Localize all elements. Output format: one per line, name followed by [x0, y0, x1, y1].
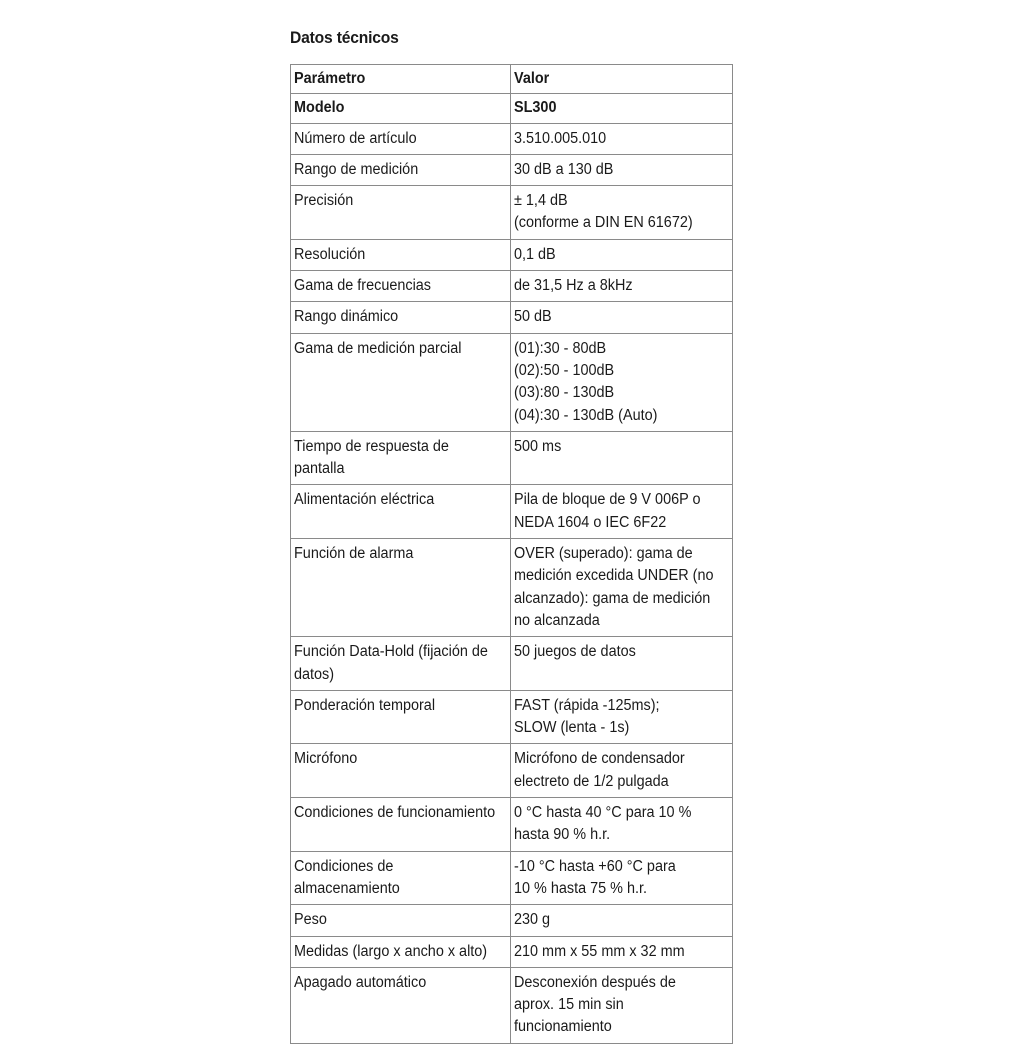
- model-label: Modelo: [291, 94, 511, 123]
- model-value: SL300: [511, 94, 733, 123]
- value-cell: 230 g: [511, 905, 733, 936]
- value-cell: de 31,5 Hz a 8kHz: [511, 271, 733, 302]
- value-cell: ± 1,4 dB (conforme a DIN EN 61672): [511, 186, 733, 240]
- table-row: [291, 271, 733, 302]
- value-cell: Desconexión después de aprox. 15 min sin funcionamiento: [511, 967, 733, 1043]
- table-row: [291, 431, 733, 485]
- value-cell: 0 °C hasta 40 °C para 10 % hasta 90 % h.r.: [511, 798, 733, 852]
- parameter-cell: Rango de medición: [291, 154, 511, 185]
- value-cell: -10 °C hasta +60 °C para 10 % hasta 75 % h.r.: [511, 851, 733, 905]
- table-row: [291, 302, 733, 333]
- parameter-cell: Tiempo de respuesta de pantalla: [291, 431, 511, 485]
- value-cell: Micrófono de condensador electreto de 1/2 pulgada: [511, 744, 733, 798]
- table-row: [291, 485, 733, 539]
- model-row: [291, 94, 733, 123]
- parameter-cell: Rango dinámico: [291, 302, 511, 333]
- value-cell: 50 juegos de datos: [511, 637, 733, 691]
- value-cell: Pila de bloque de 9 V 006P o NEDA 1604 o IEC 6F22: [511, 485, 733, 539]
- value-cell: OVER (superado): gama de medición excedida UNDER (no alcanzado): gama de medición no alcanzada: [511, 539, 733, 637]
- table-header-row: [291, 65, 733, 94]
- parameter-cell: Gama de medición parcial: [291, 333, 511, 431]
- parameter-cell: Gama de frecuencias: [291, 271, 511, 302]
- header-parameter: Parámetro: [291, 65, 511, 94]
- spec-table-body: [291, 65, 733, 1044]
- table-row: [291, 967, 733, 1043]
- table-row: [291, 798, 733, 852]
- table-row: [291, 239, 733, 270]
- value-cell: 30 dB a 130 dB: [511, 154, 733, 185]
- value-cell: 210 mm x 55 mm x 32 mm: [511, 936, 733, 967]
- table-row: [291, 851, 733, 905]
- spec-table: [290, 64, 733, 1044]
- table-row: [291, 539, 733, 637]
- header-value: Valor: [511, 65, 733, 94]
- parameter-cell: Condiciones de almacenamiento: [291, 851, 511, 905]
- table-row: [291, 637, 733, 691]
- parameter-cell: Micrófono: [291, 744, 511, 798]
- value-cell: FAST (rápida -125ms); SLOW (lenta - 1s): [511, 690, 733, 744]
- value-cell: 50 dB: [511, 302, 733, 333]
- value-cell: 3.510.005.010: [511, 123, 733, 154]
- table-row: [291, 905, 733, 936]
- parameter-cell: Alimentación eléctrica: [291, 485, 511, 539]
- parameter-cell: Precisión: [291, 186, 511, 240]
- parameter-cell: Resolución: [291, 239, 511, 270]
- parameter-cell: Medidas (largo x ancho x alto): [291, 936, 511, 967]
- table-row: [291, 690, 733, 744]
- parameter-cell: Función de alarma: [291, 539, 511, 637]
- parameter-cell: Número de artículo: [291, 123, 511, 154]
- table-row: [291, 936, 733, 967]
- page-title: Datos técnicos: [290, 28, 399, 47]
- value-cell: (01):30 - 80dB (02):50 - 100dB (03):80 - 130dB (04):30 - 130dB (Auto): [511, 333, 733, 431]
- table-row: [291, 154, 733, 185]
- table-row: [291, 333, 733, 431]
- table-row: [291, 744, 733, 798]
- parameter-cell: Condiciones de funcionamiento: [291, 798, 511, 852]
- table-row: [291, 186, 733, 240]
- value-cell: 500 ms: [511, 431, 733, 485]
- parameter-cell: Apagado automático: [291, 967, 511, 1043]
- parameter-cell: Ponderación temporal: [291, 690, 511, 744]
- value-cell: 0,1 dB: [511, 239, 733, 270]
- table-row: [291, 123, 733, 154]
- parameter-cell: Función Data-Hold (fijación de datos): [291, 637, 511, 691]
- parameter-cell: Peso: [291, 905, 511, 936]
